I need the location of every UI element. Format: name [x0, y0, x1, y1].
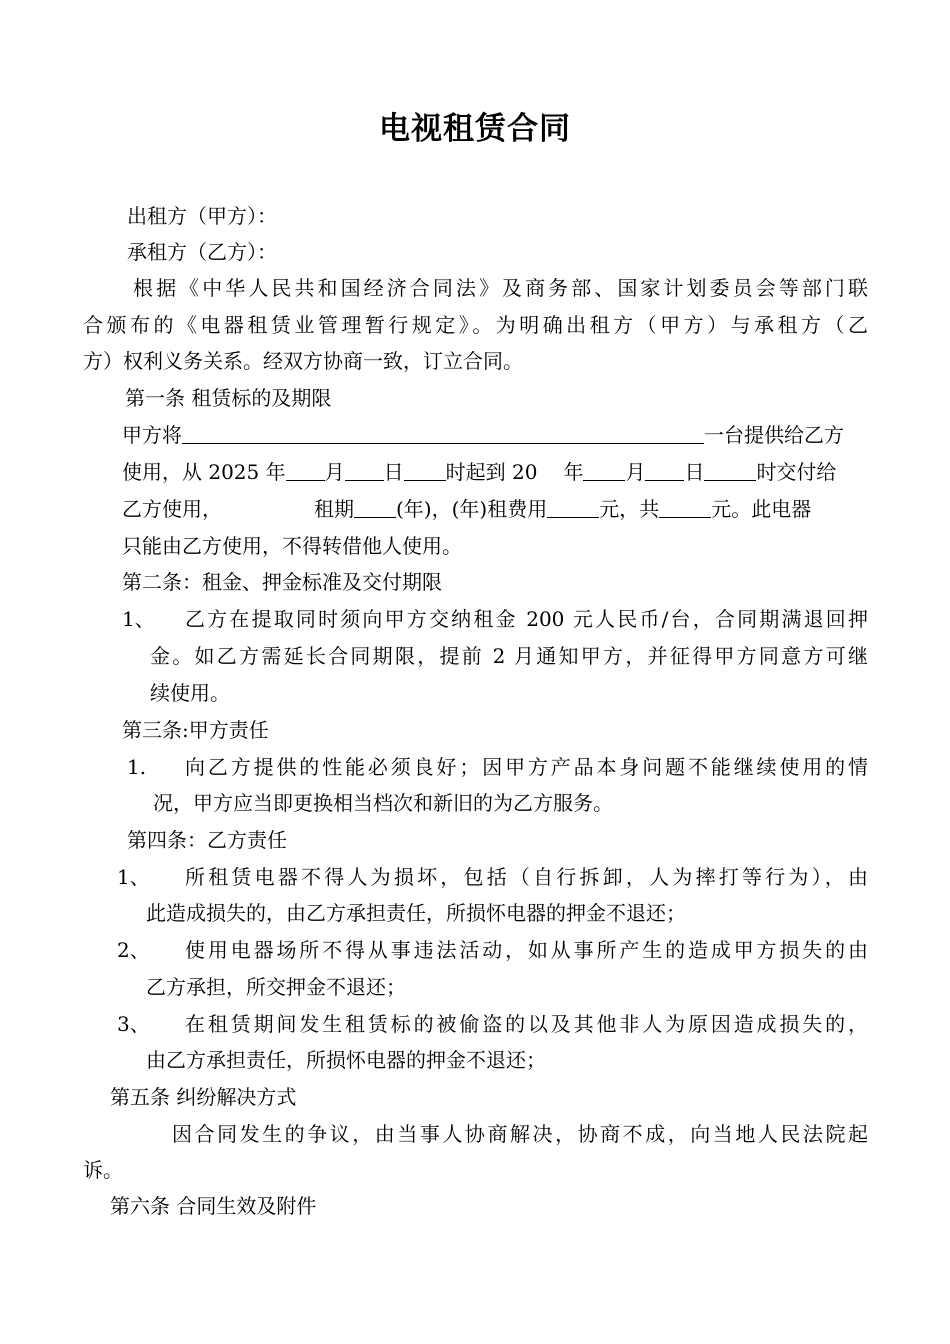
article1-line-4: 只能由乙方使用，不得转借他人使用。 — [122, 534, 462, 558]
article1-text: 租期 — [314, 497, 354, 521]
blank-start-hour-field[interactable] — [404, 459, 446, 481]
blank-term-field[interactable] — [354, 496, 396, 518]
article4-item1-line-2: 此造成损失的，由乙方承担责任，所损怀电器的押金不退还； — [146, 901, 686, 925]
article1-text: 月 — [625, 460, 646, 484]
blank-start-month-field[interactable] — [286, 459, 325, 481]
document-title: 电视租赁合同 — [379, 111, 571, 147]
article4-item3-number: 3、 — [117, 1012, 150, 1036]
article1-text: 一台提供给乙方 — [704, 423, 844, 447]
article3-item1-line-1: 向乙方提供的性能必须良好；因甲方产品本身问题不能继续使用的情 — [185, 755, 868, 779]
article3-item1-number: 1. — [127, 755, 147, 779]
blank-end-month-field[interactable] — [583, 459, 625, 481]
article5-line-2: 诉。 — [83, 1158, 123, 1182]
article4-item3-line-2: 由乙方承担责任，所损怀电器的押金不退还； — [146, 1048, 546, 1072]
article4-item2-number: 2、 — [117, 938, 150, 962]
blank-total-field[interactable] — [659, 496, 711, 518]
blank-end-day-field[interactable] — [645, 459, 684, 481]
article2-item1-number: 1、 — [122, 607, 155, 631]
article1-heading: 第一条 租赁标的及期限 — [125, 386, 332, 410]
article1-text: 元。此电器 — [711, 497, 812, 521]
lessee-line: 承租方（乙方）： — [127, 240, 277, 264]
article2-item1-line-1: 乙方在提取同时须向甲方交纳租金 200 元人民币/台，合同期满退回押 — [185, 607, 868, 631]
article1-text: 时交付给 — [756, 460, 837, 484]
article1-line-3 — [122, 494, 811, 524]
article3-heading: 第三条:甲方责任 — [122, 718, 269, 742]
lessor-line: 出租方（甲方）： — [127, 204, 277, 228]
article5-line-1: 因合同发生的争议，由当事人协商解决，协商不成，向当地人民法院起 — [172, 1122, 868, 1146]
preamble-line-3: 方）权利义务关系。经双方协商一致，订立合同。 — [83, 349, 523, 373]
article1-text: 时起到 20 — [445, 460, 538, 484]
article1-line-1 — [122, 420, 868, 450]
article6-heading: 第六条 合同生效及附件 — [110, 1194, 317, 1218]
blank-appliance-field[interactable] — [182, 422, 704, 444]
article3-item1-line-2: 况，甲方应当即更换相当档次和新旧的为乙方服务。 — [153, 791, 613, 815]
article2-item1-line-3: 续使用。 — [150, 681, 230, 705]
blank-rent-field[interactable] — [547, 496, 599, 518]
article1-text: 元，共 — [599, 497, 660, 521]
article1-text: (年)，(年)租费用 — [396, 497, 548, 521]
article2-heading: 第二条：租金、押金标准及交付期限 — [122, 570, 442, 594]
blank-end-hour-field[interactable] — [704, 459, 756, 481]
article4-item3-line-1: 在租赁期间发生租赁标的被偷盗的以及其他非人为原因造成损失的， — [185, 1012, 868, 1036]
article2-item1-line-2: 金。如乙方需延长合同期限，提前 2 月通知甲方，并征得甲方同意方可继 — [150, 644, 868, 668]
article5-heading: 第五条 纠纷解决方式 — [110, 1085, 297, 1109]
article1-text: 日 — [383, 460, 404, 484]
preamble-line-1: 根据《中华人民共和国经济合同法》及商务部、国家计划委员会等部门联 — [133, 276, 868, 300]
article1-text: 年 — [563, 460, 584, 484]
article4-item1-line-1: 所租赁电器不得人为损坏，包括（自行拆卸，人为摔打等行为），由 — [185, 865, 868, 889]
article1-text: 使用，从 2025 年 — [122, 460, 286, 484]
preamble-line-2: 合颁布的《电器租赁业管理暂行规定》。为明确出租方（甲方）与承租方（乙 — [83, 313, 868, 337]
article4-item1-number: 1、 — [117, 865, 150, 889]
article4-heading: 第四条：乙方责任 — [127, 828, 287, 852]
blank-start-day-field[interactable] — [345, 459, 384, 481]
article4-item2-line-2: 乙方承担，所交押金不退还； — [146, 975, 406, 999]
article1-text: 月 — [324, 460, 345, 484]
article1-line-2 — [122, 457, 836, 487]
article1-text: 甲方将 — [122, 423, 182, 447]
article1-text: 乙方使用， — [122, 497, 222, 521]
article4-item2-line-1: 使用电器场所不得从事违法活动，如从事所产生的造成甲方损失的由 — [185, 938, 868, 962]
article1-text: 日 — [684, 460, 705, 484]
